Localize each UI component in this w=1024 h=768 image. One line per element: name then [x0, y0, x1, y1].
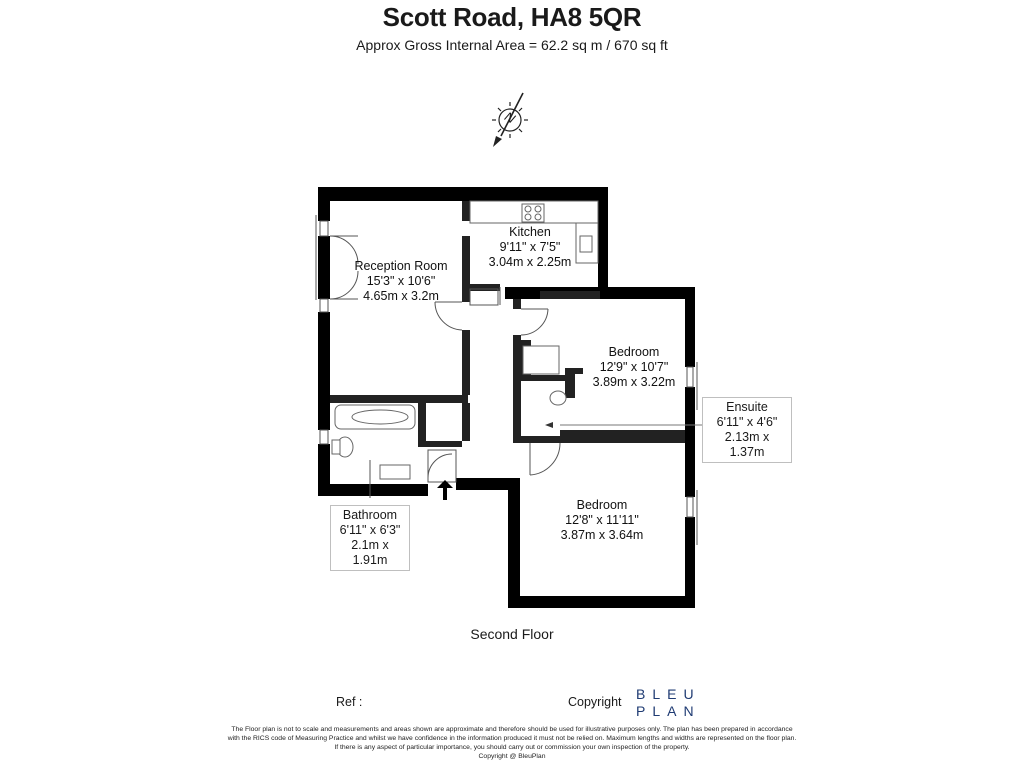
bathroom-imperial: 6'11" x 6'3" [339, 523, 401, 537]
bedroom-2-imperial: 12'8" x 11'11" [565, 513, 639, 527]
kitchen-label [486, 225, 574, 270]
bedroom-1-metric: 3.89m x 3.22m [592, 375, 676, 389]
bathroom-name: Bathroom [342, 508, 398, 522]
disclaimer-line-4: Copyright @ BleuPlan [478, 753, 546, 760]
bathroom-metric: 2.1m x 1.91m [351, 538, 389, 567]
reception-room-label [340, 259, 462, 304]
kitchen-name: Kitchen [509, 225, 551, 239]
bedroom-2-metric: 3.87m x 3.64m [560, 528, 644, 542]
compass-north-letter: N [502, 108, 518, 127]
brand-line-1: BLEU [636, 686, 701, 702]
ensuite-imperial: 6'11" x 4'6" [716, 415, 778, 429]
disclaimer-line-1: The Floor plan is not to scale and measurements and areas shown are approximate and therefore should be used for illustrative purposes only. The plan has been prepared in accordance [231, 726, 793, 733]
copyright-label: Copyright [568, 695, 622, 709]
disclaimer-line-2: with the RICS code of Measuring Practice and whilst we have confidence in the information produced it must not be relied on. Maximum lengths and widths are represented on the floor plan. [227, 735, 797, 742]
reception-room-imperial: 15'3" x 10'6" [366, 274, 436, 288]
page-title: Scott Road, HA8 5QR [382, 2, 642, 32]
ensuite-name: Ensuite [726, 400, 768, 414]
bathroom-label [330, 505, 410, 571]
kitchen-imperial: 9'11" x 7'5" [499, 240, 561, 254]
bedroom-1-label [584, 345, 684, 390]
bedroom-1-name: Bedroom [608, 345, 660, 359]
floor-name: Second Floor [470, 626, 554, 642]
bedroom-1-imperial: 12'9" x 10'7" [599, 360, 669, 374]
disclaimer [222, 725, 802, 761]
bedroom-2-label [552, 498, 652, 543]
ref-label: Ref : [336, 695, 363, 709]
bedroom-2-name: Bedroom [576, 498, 628, 512]
ensuite-label [702, 397, 792, 463]
brand-logo [636, 686, 701, 720]
reception-room-name: Reception Room [354, 259, 448, 273]
gross-internal-area: Approx Gross Internal Area = 62.2 sq m / 670 sq ft [356, 37, 668, 53]
brand-line-2: PLAN [636, 703, 701, 719]
kitchen-metric: 3.04m x 2.25m [488, 255, 572, 269]
ensuite-metric: 2.13m x 1.37m [724, 430, 770, 459]
reception-room-metric: 4.65m x 3.2m [363, 289, 439, 303]
disclaimer-line-3: If there is any aspect of particular importance, you should carry out or commission your own inspection of the property. [334, 744, 690, 751]
